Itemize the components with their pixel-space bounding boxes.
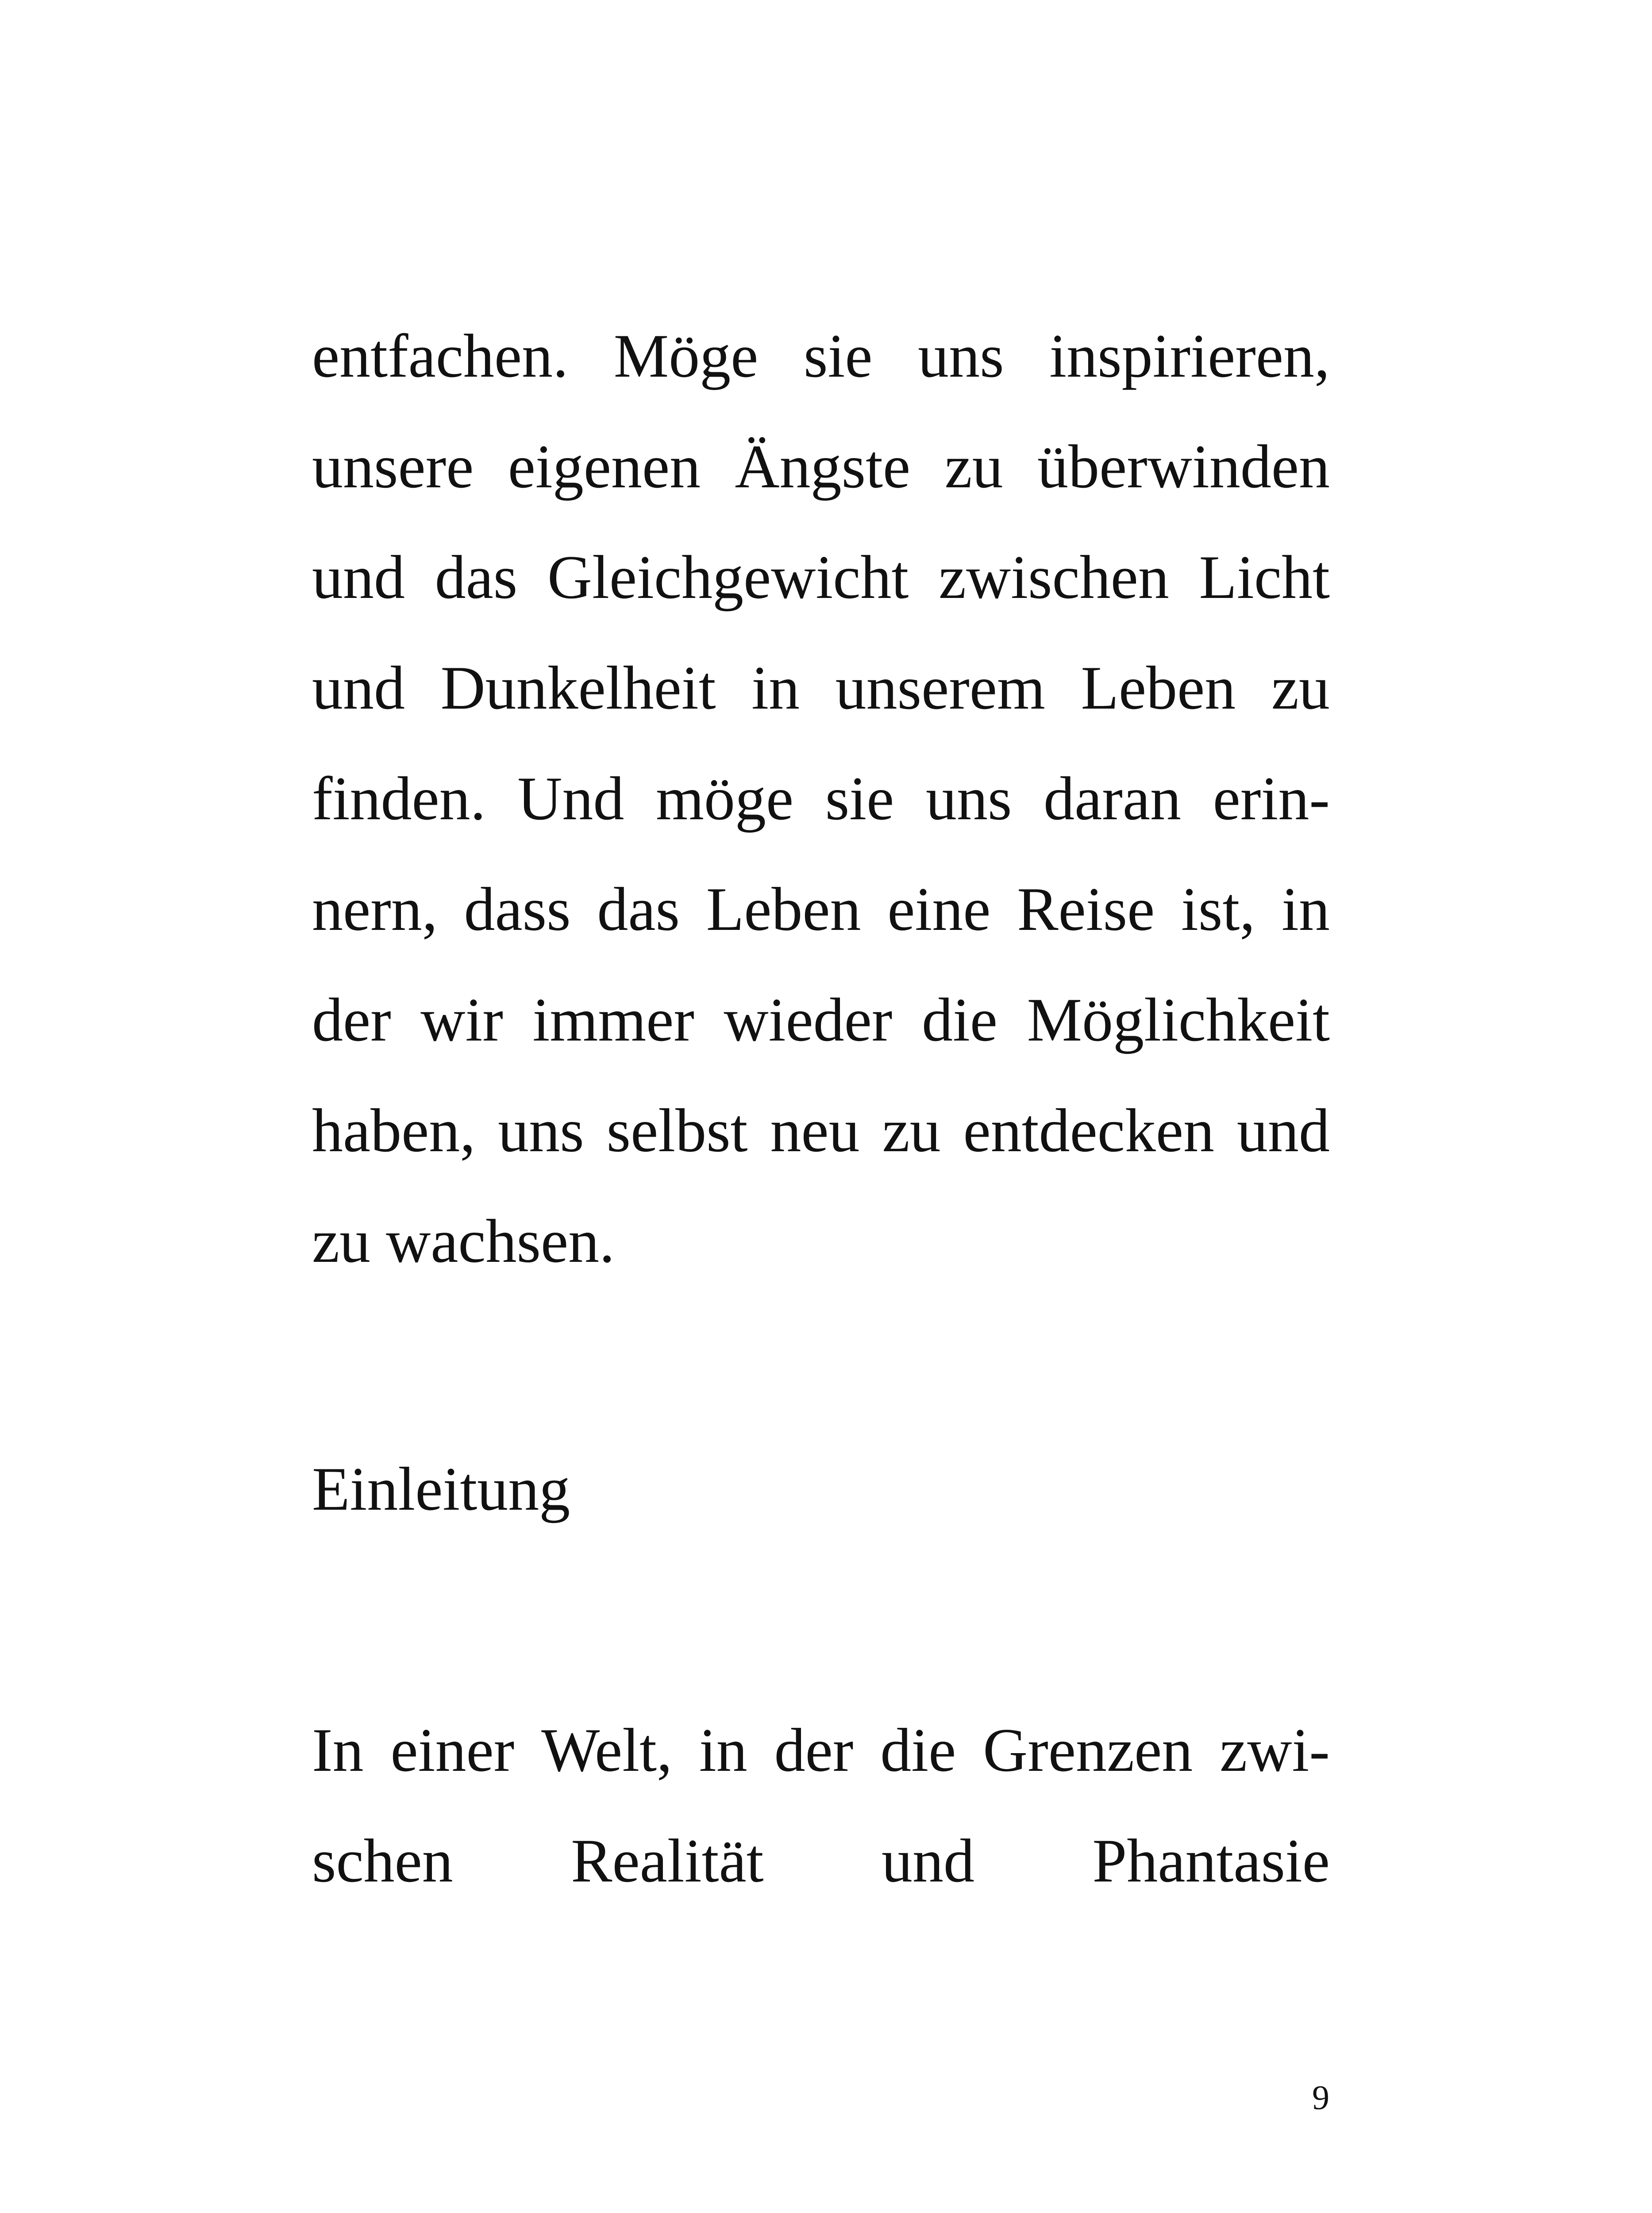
word: und (312, 654, 405, 722)
word: die (922, 986, 998, 1054)
word: daran (1044, 764, 1182, 833)
word: in (1282, 875, 1330, 944)
word: der (312, 986, 391, 1054)
word: haben, (312, 1096, 476, 1165)
section-heading: Einleitung (312, 1455, 570, 1523)
word: in (751, 654, 800, 722)
word: selbst (606, 1096, 748, 1165)
word: neu (770, 1096, 860, 1165)
word: In (312, 1716, 364, 1785)
word: Realität (571, 1827, 764, 1895)
word: Welt, (541, 1716, 672, 1785)
word: entdecken (963, 1096, 1215, 1165)
paragraph-line (312, 322, 1330, 390)
word: die (880, 1716, 956, 1785)
page-number: 9 (1312, 2078, 1329, 2117)
paragraph-line (312, 543, 1330, 612)
word: in (699, 1716, 747, 1785)
word: ist, (1181, 875, 1255, 944)
word: und (312, 543, 405, 612)
word: Reise (1017, 875, 1155, 944)
word: unsere (312, 432, 474, 501)
paragraph-line (312, 764, 1330, 833)
word: Möge (613, 322, 759, 390)
word: überwinden (1037, 432, 1330, 501)
paragraph-line (312, 654, 1330, 722)
word: Grenzen (983, 1716, 1193, 1785)
word: sie (825, 764, 894, 833)
word: immer (532, 986, 694, 1054)
word: Phantasie (1092, 1827, 1330, 1895)
paragraph-line (312, 1096, 1330, 1165)
word: wieder (724, 986, 893, 1054)
word: zu (882, 1096, 941, 1165)
word: das (597, 875, 680, 944)
word: eigenen (508, 432, 701, 501)
word: möge (656, 764, 794, 833)
word: schen (312, 1827, 453, 1895)
word: zu (1271, 654, 1330, 722)
word: Dunkelheit (440, 654, 716, 722)
paragraph-line (312, 875, 1330, 944)
word: finden. (312, 764, 486, 833)
word: das (435, 543, 518, 612)
word: dass (464, 875, 571, 944)
word: Ängste (735, 432, 911, 501)
word: Und (517, 764, 624, 833)
word: uns (918, 322, 1004, 390)
word: eine (887, 875, 991, 944)
word: zwi- (1220, 1716, 1330, 1785)
word: einer (390, 1716, 515, 1785)
paragraph-line (312, 432, 1330, 501)
word: erin- (1213, 764, 1330, 833)
paragraph-line (312, 1716, 1330, 1785)
word: Leben (706, 875, 861, 944)
word: unserem (835, 654, 1045, 722)
word: entfachen. (312, 322, 569, 390)
word: und (882, 1827, 974, 1895)
word: Gleichgewicht (547, 543, 909, 612)
word: der (774, 1716, 854, 1785)
word: und (1236, 1096, 1330, 1165)
word: wir (420, 986, 503, 1054)
word: uns (925, 764, 1012, 833)
paragraph-line: zu wachsen. (312, 1207, 615, 1276)
paragraph-line (312, 1827, 1330, 1895)
word: uns (498, 1096, 584, 1165)
word: inspirieren, (1049, 322, 1330, 390)
word: Licht (1199, 543, 1330, 612)
paragraph-line (312, 986, 1330, 1054)
word: sie (803, 322, 873, 390)
word: Möglichkeit (1027, 986, 1330, 1054)
word: nern, (312, 875, 438, 944)
word: zu (944, 432, 1003, 501)
word: zwischen (938, 543, 1169, 612)
word: Leben (1081, 654, 1236, 722)
